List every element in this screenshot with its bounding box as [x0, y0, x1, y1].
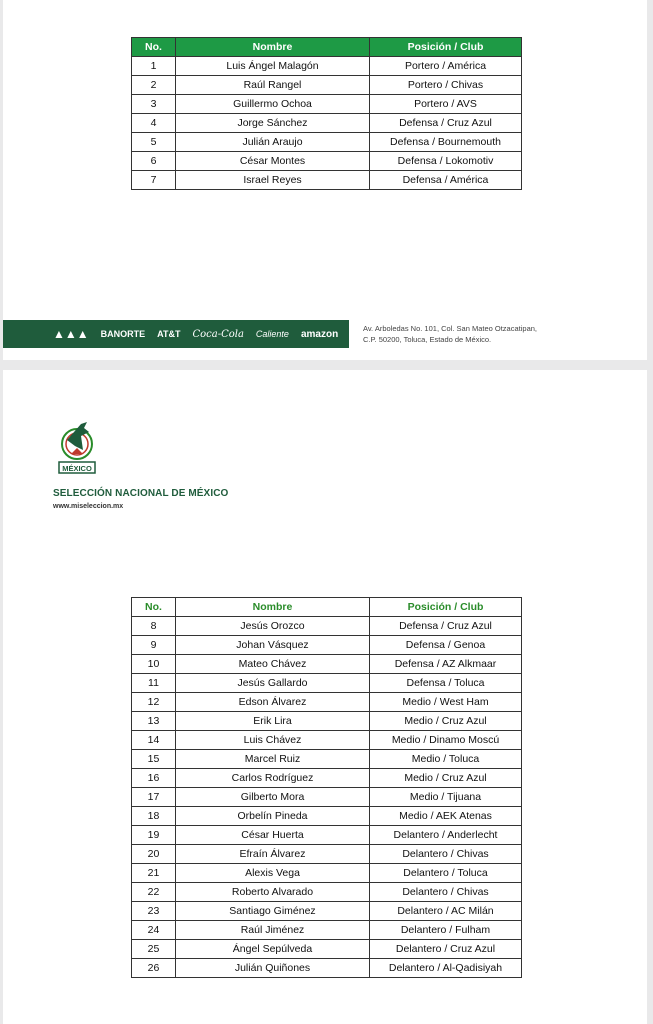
table-row [132, 807, 522, 826]
sponsor-amazon: amazon [300, 328, 339, 340]
player-position-club: Medio / Cruz Azul [370, 712, 522, 731]
roster-table-1 [131, 37, 522, 190]
player-number: 9 [132, 636, 176, 655]
player-position-club: Defensa / América [370, 171, 522, 190]
table-row [132, 57, 522, 76]
player-position-club: Delantero / Chivas [370, 845, 522, 864]
adidas-logo-icon: ▲▲▲ [53, 327, 89, 341]
table-row [132, 902, 522, 921]
player-position-club: Medio / Tijuana [370, 788, 522, 807]
sponsor-caliente: Caliente [255, 329, 289, 339]
player-position-club: Delantero / Fulham [370, 921, 522, 940]
player-name: Marcel Ruiz [176, 750, 370, 769]
player-number: 8 [132, 617, 176, 636]
player-position-club: Delantero / AC Milán [370, 902, 522, 921]
player-number: 2 [132, 76, 176, 95]
player-position-club: Medio / Toluca [370, 750, 522, 769]
table-row [132, 845, 522, 864]
player-number: 1 [132, 57, 176, 76]
player-number: 14 [132, 731, 176, 750]
header-name: Nombre [176, 598, 370, 617]
crest-text: MÉXICO [62, 464, 92, 473]
player-number: 3 [132, 95, 176, 114]
table-header-row [132, 598, 522, 617]
player-name: Erik Lira [176, 712, 370, 731]
table-row [132, 750, 522, 769]
table-row [132, 940, 522, 959]
player-number: 11 [132, 674, 176, 693]
table-row [132, 95, 522, 114]
table-row [132, 769, 522, 788]
player-number: 16 [132, 769, 176, 788]
player-position-club: Delantero / Chivas [370, 883, 522, 902]
roster-table-2 [131, 597, 522, 978]
table-row [132, 617, 522, 636]
table-row [132, 76, 522, 95]
player-name: Israel Reyes [176, 171, 370, 190]
player-position-club: Portero / AVS [370, 95, 522, 114]
document-page-2 [3, 370, 647, 1024]
player-position-club: Defensa / Bournemouth [370, 133, 522, 152]
roster-body-1 [132, 57, 522, 190]
player-number: 7 [132, 171, 176, 190]
player-number: 22 [132, 883, 176, 902]
player-number: 17 [132, 788, 176, 807]
player-name: Jesús Gallardo [176, 674, 370, 693]
player-name: Raúl Jiménez [176, 921, 370, 940]
player-position-club: Defensa / Cruz Azul [370, 617, 522, 636]
player-position-club: Medio / AEK Atenas [370, 807, 522, 826]
player-name: Roberto Alvarado [176, 883, 370, 902]
player-name: Jorge Sánchez [176, 114, 370, 133]
player-name: Raúl Rangel [176, 76, 370, 95]
table-row [132, 674, 522, 693]
player-name: Jesús Orozco [176, 617, 370, 636]
player-number: 18 [132, 807, 176, 826]
player-position-club: Delantero / Al-Qadisiyah [370, 959, 522, 978]
player-position-club: Portero / América [370, 57, 522, 76]
table-row [132, 712, 522, 731]
header-position: Posición / Club [370, 38, 522, 57]
player-number: 25 [132, 940, 176, 959]
player-name: Santiago Giménez [176, 902, 370, 921]
federation-website: www.miseleccion.mx [53, 503, 124, 510]
player-name: Efraín Álvarez [176, 845, 370, 864]
player-position-club: Delantero / Anderlecht [370, 826, 522, 845]
header-position: Posición / Club [370, 598, 522, 617]
player-name: Luis Chávez [176, 731, 370, 750]
player-name: Alexis Vega [176, 864, 370, 883]
player-name: Guillermo Ochoa [176, 95, 370, 114]
player-position-club: Defensa / AZ Alkmaar [370, 655, 522, 674]
sponsor-att: AT&T [157, 329, 181, 339]
table-row [132, 171, 522, 190]
player-name: Orbelín Pineda [176, 807, 370, 826]
player-number: 6 [132, 152, 176, 171]
player-name: Ángel Sepúlveda [176, 940, 370, 959]
player-position-club: Delantero / Cruz Azul [370, 940, 522, 959]
table-row [132, 921, 522, 940]
header-no: No. [132, 38, 176, 57]
player-number: 24 [132, 921, 176, 940]
player-position-club: Delantero / Toluca [370, 864, 522, 883]
player-number: 26 [132, 959, 176, 978]
sponsor-footer-band [3, 320, 349, 348]
player-number: 15 [132, 750, 176, 769]
player-name: Luis Ángel Malagón [176, 57, 370, 76]
table-row [132, 636, 522, 655]
roster-body-2 [132, 617, 522, 978]
table-row [132, 826, 522, 845]
table-header-row [132, 38, 522, 57]
federation-name: SELECCIÓN NACIONAL DE MÉXICO [53, 488, 229, 499]
sponsor-banorte: BANORTE [100, 329, 146, 339]
player-position-club: Medio / Cruz Azul [370, 769, 522, 788]
player-position-club: Defensa / Toluca [370, 674, 522, 693]
player-position-club: Medio / West Ham [370, 693, 522, 712]
header-no: No. [132, 598, 176, 617]
player-name: Mateo Chávez [176, 655, 370, 674]
player-name: César Montes [176, 152, 370, 171]
player-name: Edson Álvarez [176, 693, 370, 712]
table-row [132, 864, 522, 883]
table-row [132, 788, 522, 807]
player-name: Julián Araujo [176, 133, 370, 152]
table-row [132, 133, 522, 152]
player-number: 13 [132, 712, 176, 731]
player-name: Carlos Rodríguez [176, 769, 370, 788]
player-number: 21 [132, 864, 176, 883]
player-number: 20 [132, 845, 176, 864]
player-position-club: Defensa / Cruz Azul [370, 114, 522, 133]
address-line-2: C.P. 50200, Toluca, Estado de México. [363, 335, 492, 344]
mexico-crest-icon [53, 416, 101, 478]
player-number: 10 [132, 655, 176, 674]
table-row [132, 731, 522, 750]
header-name: Nombre [176, 38, 370, 57]
table-row [132, 655, 522, 674]
document-page-1 [3, 0, 647, 360]
player-name: Julián Quiñones [176, 959, 370, 978]
player-name: César Huerta [176, 826, 370, 845]
player-number: 12 [132, 693, 176, 712]
player-position-club: Defensa / Lokomotiv [370, 152, 522, 171]
table-row [132, 114, 522, 133]
player-position-club: Portero / Chivas [370, 76, 522, 95]
table-row [132, 152, 522, 171]
table-row [132, 883, 522, 902]
player-number: 19 [132, 826, 176, 845]
sponsor-coca-cola: Coca-Cola [192, 328, 244, 340]
player-number: 23 [132, 902, 176, 921]
table-row [132, 693, 522, 712]
federation-address [363, 323, 603, 345]
table-row [132, 959, 522, 978]
player-number: 5 [132, 133, 176, 152]
player-name: Johan Vásquez [176, 636, 370, 655]
player-number: 4 [132, 114, 176, 133]
player-name: Gilberto Mora [176, 788, 370, 807]
player-position-club: Defensa / Genoa [370, 636, 522, 655]
address-line-1: Av. Arboledas No. 101, Col. San Mateo Otzacatipan, [363, 324, 537, 333]
player-position-club: Medio / Dinamo Moscú [370, 731, 522, 750]
